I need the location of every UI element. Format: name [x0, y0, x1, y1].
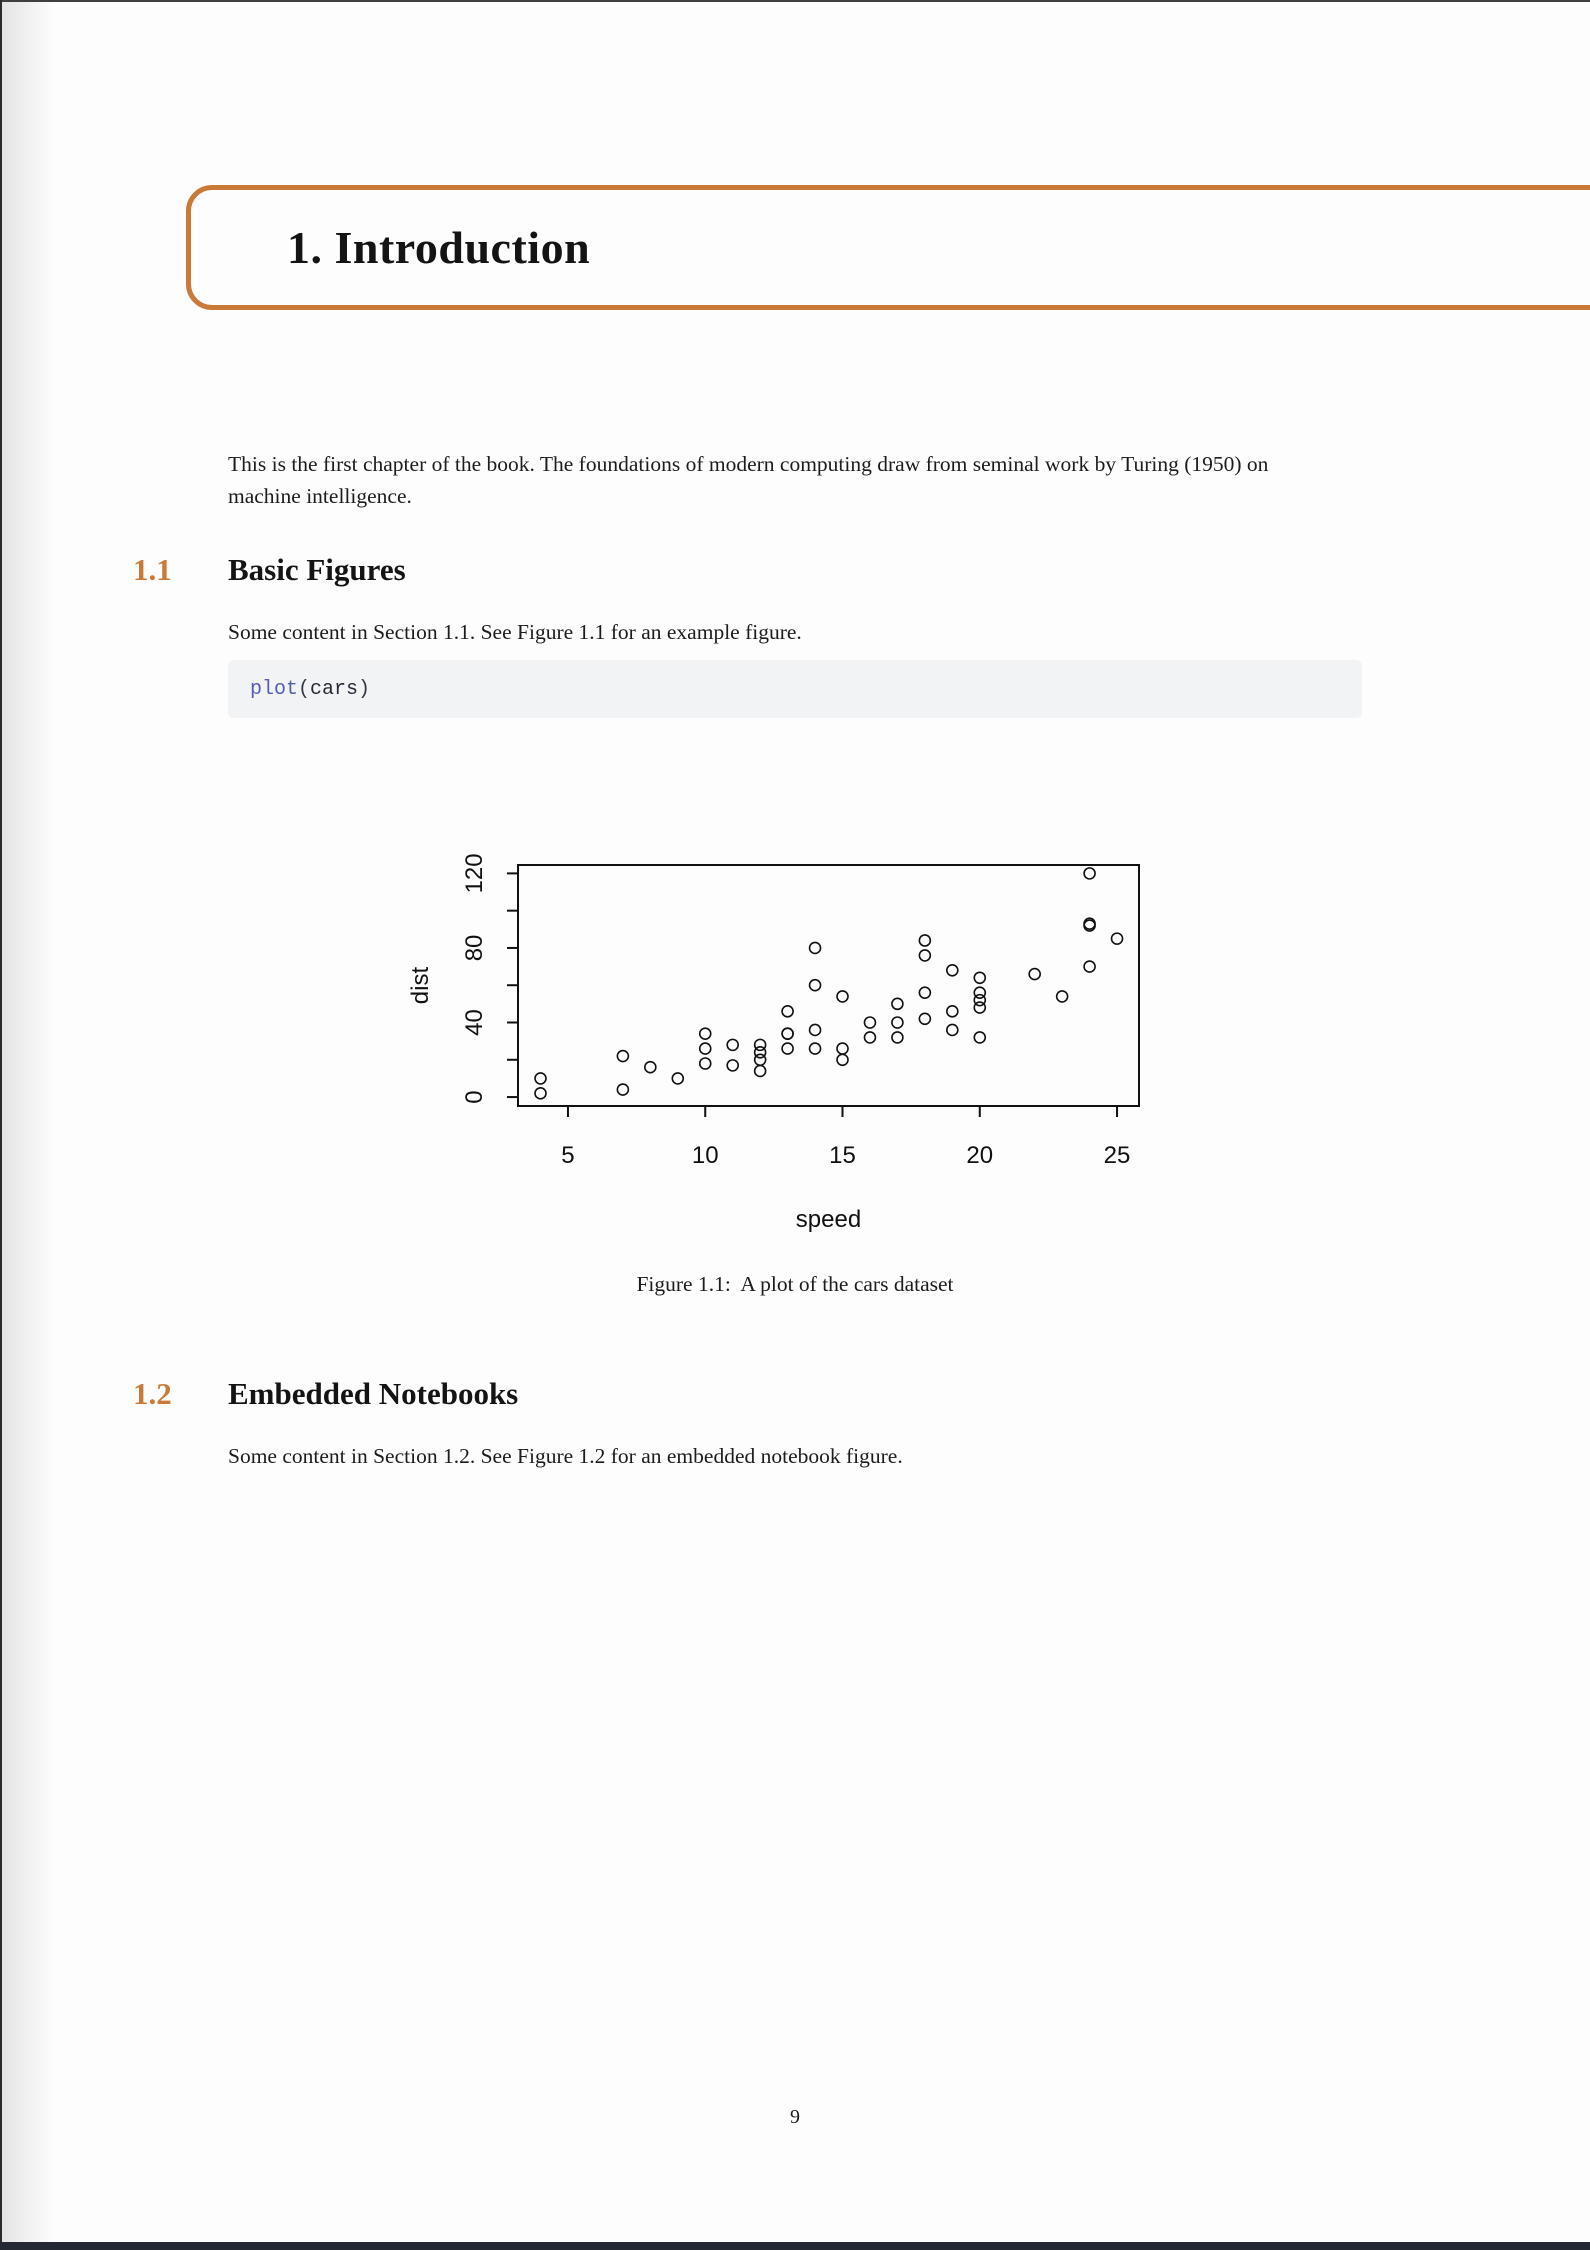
section-title: Embedded Notebooks — [228, 1376, 519, 1411]
section-number: 1.2 — [133, 1376, 172, 1411]
section-1-1-body: Some content in Section 1.1. See Figure 1.1 for an example figure. — [228, 620, 802, 644]
section-1-2-body: Some content in Section 1.2. See Figure 1.2 for an embedded notebook figure. — [228, 1444, 903, 1468]
figure-caption: Figure 1.1: A plot of the cars dataset — [636, 1272, 954, 1296]
page-number: 9 — [790, 2106, 800, 2128]
svg-text:15: 15 — [829, 1142, 856, 1169]
page-left-shadow — [0, 0, 54, 2250]
chapter-title-box — [186, 185, 1590, 310]
svg-text:speed: speed — [795, 1206, 862, 1233]
section-title: Basic Figures — [228, 552, 406, 587]
section-heading-1-1 — [0, 552, 1590, 592]
code-token-close-paren: ) — [358, 677, 371, 701]
intro-paragraph: This is the first chapter of the book. The foundations of modern computing draw from seminal work by Turing (1950) on machine intelligence. — [228, 452, 1269, 508]
page-top-edge — [0, 0, 1590, 2]
svg-text:120: 120 — [461, 853, 488, 894]
svg-text:10: 10 — [691, 1142, 719, 1169]
cars-scatter-plot — [390, 845, 1170, 1245]
footer-bar — [0, 2242, 1590, 2250]
code-token-argument: cars — [310, 677, 359, 701]
svg-text:20: 20 — [966, 1142, 994, 1169]
section-number: 1.1 — [133, 552, 172, 587]
section-heading-1-2 — [0, 1376, 1590, 1416]
svg-text:80: 80 — [461, 934, 488, 962]
svg-text:5: 5 — [561, 1142, 575, 1169]
code-block — [228, 660, 1362, 718]
svg-text:25: 25 — [1103, 1142, 1131, 1169]
code-token-function: plot — [250, 677, 299, 701]
svg-text:40: 40 — [461, 1009, 488, 1036]
chapter-title: 1. Introduction — [287, 222, 591, 273]
svg-text:0: 0 — [461, 1090, 488, 1104]
code-token-open-paren: ( — [298, 677, 311, 701]
page-left-edge — [0, 0, 2, 2250]
code-line — [250, 678, 370, 701]
svg-text:dist: dist — [407, 966, 434, 1005]
